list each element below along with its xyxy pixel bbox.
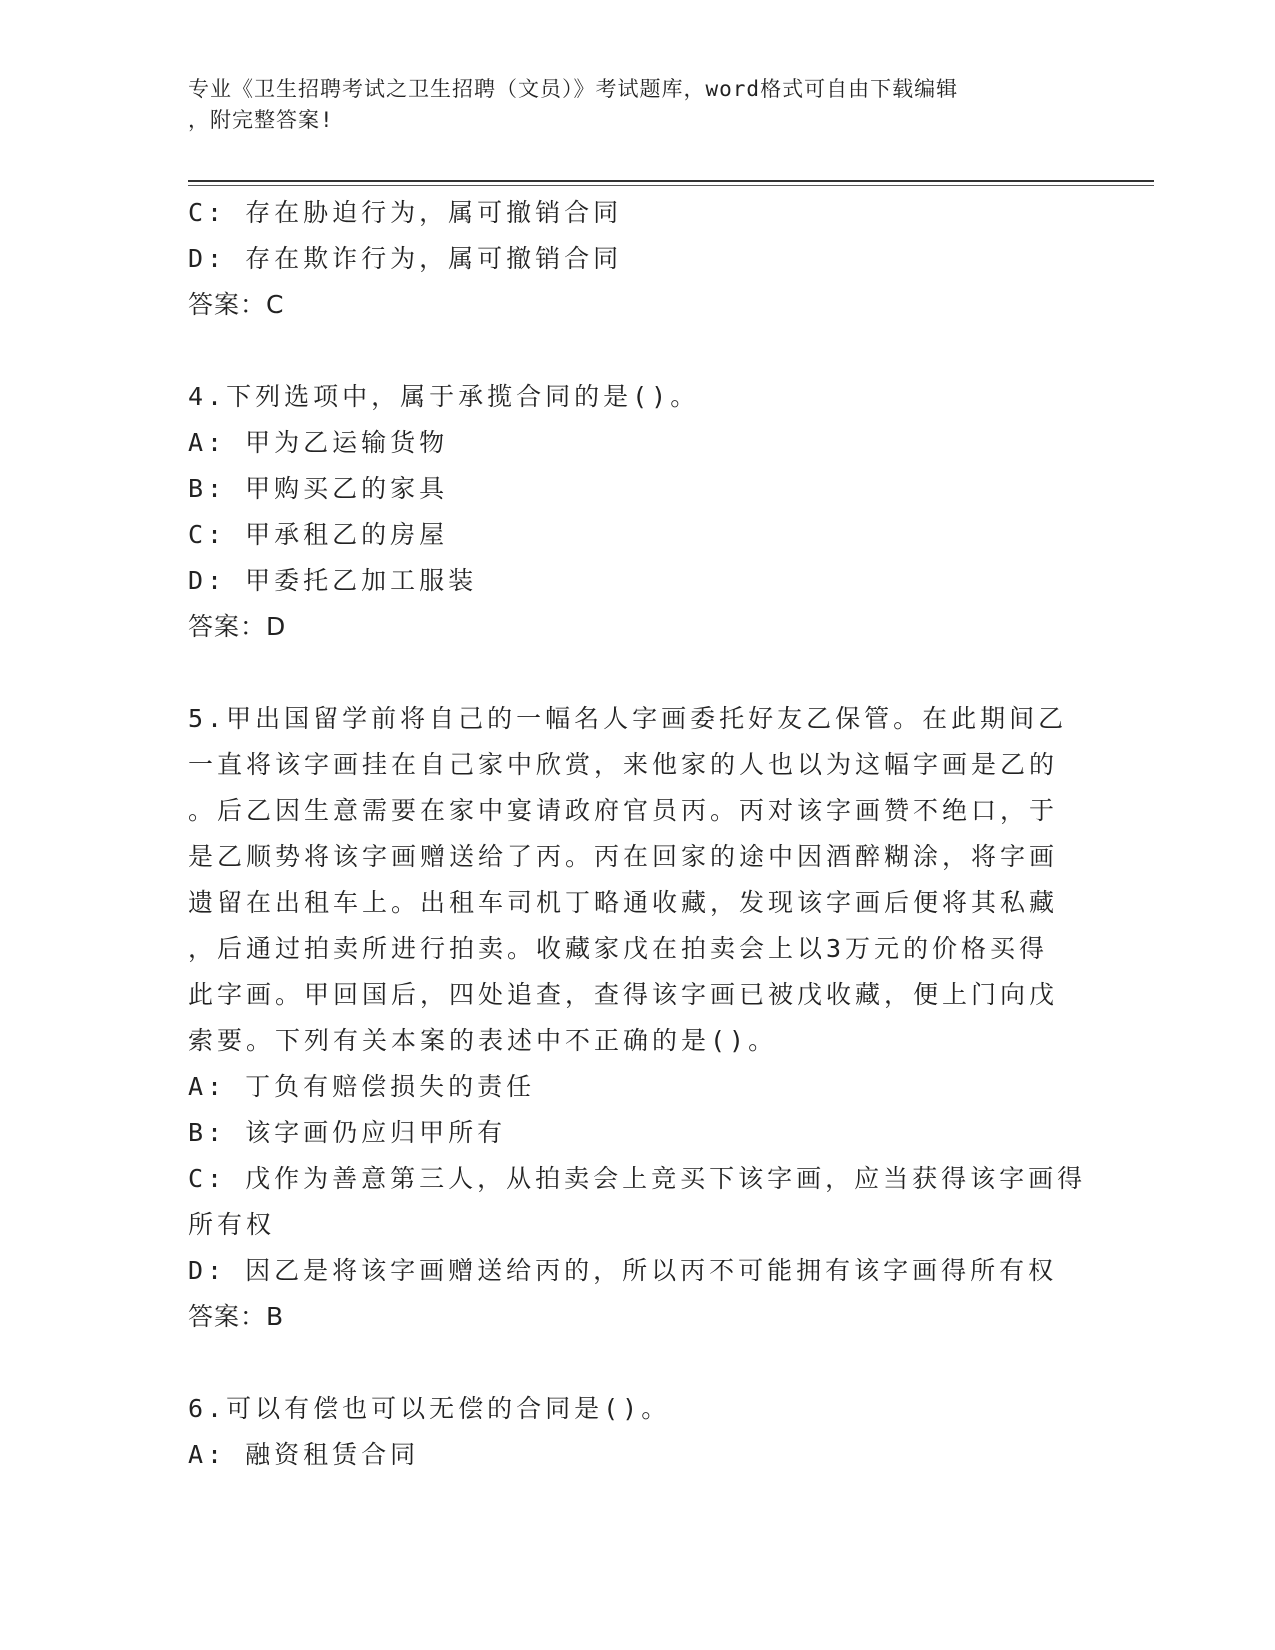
question-content (188, 190, 1088, 1478)
question-stem-line: 是乙顺势将该字画赠送给了丙。丙在回家的途中因酒醉糊涂，将字画 (188, 842, 1059, 871)
option-d: D: 因乙是将该字画赠送给丙的，所以丙不可能拥有该字画得所有权 (188, 1256, 1058, 1285)
header-line-1: 专业《卫生招聘考试之卫生招聘（文员）》考试题库，word格式可自由下载编辑 (188, 77, 959, 101)
spacer (188, 1340, 1088, 1386)
answer-line: 答案：B (188, 1302, 285, 1331)
question-stem: 4.下列选项中，属于承揽合同的是()。 (188, 382, 700, 411)
question-stem-line: 一直将该字画挂在自己家中欣赏，来他家的人也以为这幅字画是乙的 (188, 750, 1059, 779)
document-header (188, 74, 1068, 136)
question-stem: 6.可以有偿也可以无偿的合同是()。 (188, 1394, 671, 1423)
option-c: C: 戊作为善意第三人，从拍卖会上竞买下该字画，应当获得该字画得 (188, 1164, 1087, 1193)
option-a: A: 融资租赁合同 (188, 1440, 420, 1469)
header-divider-thick (188, 180, 1154, 182)
answer-line: 答案：C (188, 290, 285, 319)
question-stem-line: 。后乙因生意需要在家中宴请政府官员丙。丙对该字画赞不绝口，于 (188, 796, 1059, 825)
option-c-continued: 所有权 (188, 1210, 276, 1239)
header-divider-thin (188, 185, 1154, 186)
option-c: C: 存在胁迫行为，属可撤销合同 (188, 198, 623, 227)
question-stem-line: 5.甲出国留学前将自己的一幅名人字画委托好友乙保管。在此期间乙 (188, 704, 1068, 733)
spacer (188, 328, 1088, 374)
answer-line: 答案：D (188, 612, 287, 641)
question-stem-line: 此字画。甲回国后，四处追查，查得该字画已被戊收藏，便上门向戊 (188, 980, 1059, 1009)
question-stem-line: 索要。下列有关本案的表述中不正确的是()。 (188, 1026, 778, 1055)
spacer (188, 650, 1088, 696)
question-stem-line: ，后通过拍卖所进行拍卖。收藏家戊在拍卖会上以3万元的价格买得 (188, 934, 1049, 963)
question-3-tail (188, 190, 1088, 328)
question-5 (188, 696, 1088, 1340)
option-b: B: 该字画仍应归甲所有 (188, 1118, 507, 1147)
question-stem-line: 遗留在出租车上。出租车司机丁略通收藏，发现该字画后便将其私藏 (188, 888, 1059, 917)
option-d: D: 甲委托乙加工服装 (188, 566, 478, 595)
question-4 (188, 374, 1088, 650)
option-b: B: 甲购买乙的家具 (188, 474, 449, 503)
option-d: D: 存在欺诈行为，属可撤销合同 (188, 244, 623, 273)
header-line-2: ，附完整答案! (188, 108, 334, 132)
option-a: A: 甲为乙运输货物 (188, 428, 449, 457)
option-a: A: 丁负有赔偿损失的责任 (188, 1072, 536, 1101)
option-c: C: 甲承租乙的房屋 (188, 520, 449, 549)
question-6 (188, 1386, 1088, 1478)
